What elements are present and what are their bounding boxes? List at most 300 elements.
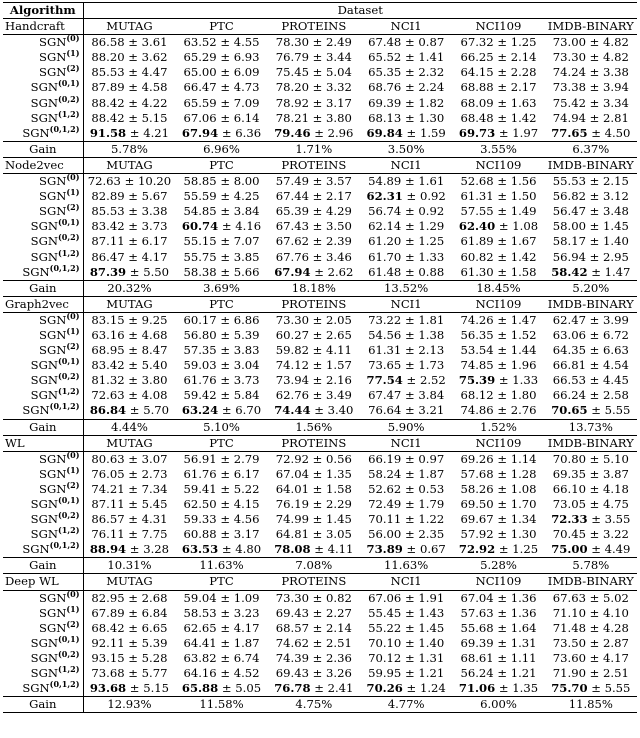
- result-std: ± 1.08: [495, 219, 539, 234]
- dataset-name: PTC: [175, 435, 267, 451]
- result-cell: 55.45 ± 1.43: [368, 605, 445, 620]
- result-cell: 73.50 ± 2.87: [552, 635, 629, 650]
- dataset-name: PTC: [175, 296, 267, 312]
- dataset-name: NCI1: [360, 296, 452, 312]
- row-label: [3, 590, 83, 606]
- result-cell: 58.53 ± 3.23: [183, 605, 260, 620]
- table-row: [3, 80, 637, 95]
- result-cell: [360, 542, 452, 558]
- result-cell: [545, 512, 637, 527]
- result-cell: [545, 403, 637, 419]
- table-row: [3, 512, 637, 527]
- table-row: [3, 50, 637, 65]
- table-row: [3, 527, 637, 542]
- result-cell: 59.33 ± 4.56: [183, 512, 260, 527]
- result-cell: 74.99 ± 1.45: [275, 512, 352, 527]
- table-row: [3, 467, 637, 482]
- result-cell: 67.89 ± 6.84: [91, 605, 168, 620]
- dataset-name: NCI109: [452, 19, 544, 35]
- row-label-base: SGN: [30, 388, 59, 403]
- result-mean-best: 69.84: [366, 125, 403, 140]
- result-cell: 72.92 ± 0.56: [275, 451, 352, 466]
- row-label-superscript: (0): [66, 312, 80, 321]
- result-cell: 57.55 ± 1.49: [460, 204, 537, 219]
- result-cell: 55.53 ± 2.15: [552, 174, 629, 189]
- row-label: [3, 174, 83, 190]
- result-cell: 64.41 ± 1.87: [183, 635, 260, 650]
- row-label-base: SGN: [30, 666, 59, 681]
- block-header-row: [3, 435, 637, 451]
- gain-value: 12.93%: [83, 697, 175, 713]
- gain-row: [3, 697, 637, 713]
- result-cell: [175, 126, 267, 142]
- row-label: [3, 80, 83, 95]
- result-mean-best: 72.33: [551, 512, 588, 527]
- result-cell: 56.74 ± 0.92: [368, 204, 445, 219]
- result-std: ± 0.67: [402, 542, 446, 557]
- table-row: [3, 35, 637, 51]
- result-mean-best: 75.39: [458, 373, 496, 388]
- row-label: [3, 482, 83, 497]
- result-mean-best: 86.84: [89, 403, 127, 418]
- result-cell: [175, 403, 267, 419]
- result-cell: 86.58 ± 3.61: [91, 35, 168, 50]
- result-mean-best: 65.88: [181, 681, 219, 696]
- result-cell: 60.17 ± 6.86: [183, 312, 260, 327]
- table-row: [3, 388, 637, 403]
- row-label-base: SGN: [30, 234, 59, 249]
- gain-value: 6.96%: [175, 141, 267, 157]
- result-mean-best: 75.70: [551, 681, 588, 696]
- result-cell: 67.44 ± 2.17: [275, 189, 352, 204]
- table-row: [3, 328, 637, 343]
- result-mean-best: 79.46: [274, 125, 311, 140]
- result-mean-best: 63.53: [181, 542, 219, 557]
- result-cell: 66.53 ± 4.45: [552, 373, 629, 388]
- result-cell: 61.20 ± 1.25: [368, 234, 445, 249]
- result-cell: 62.14 ± 1.29: [368, 219, 445, 234]
- gain-value: 5.78%: [545, 558, 637, 574]
- result-cell: 55.22 ± 1.45: [368, 620, 445, 635]
- row-label-superscript: (2): [66, 204, 80, 213]
- result-cell: 66.19 ± 0.97: [368, 451, 445, 466]
- row-label: [3, 358, 83, 373]
- result-cell: 73.60 ± 4.17: [552, 650, 629, 665]
- gain-value: 10.31%: [83, 558, 175, 574]
- dataset-name: MUTAG: [83, 435, 175, 451]
- result-std: ± 1.47: [587, 264, 631, 279]
- row-label-base: SGN: [22, 264, 50, 279]
- gain-value: 4.75%: [268, 697, 360, 713]
- result-std: ± 0.92: [402, 189, 446, 204]
- result-cell: 75.45 ± 5.04: [275, 65, 352, 80]
- table-row: [3, 250, 637, 265]
- result-cell: 70.11 ± 1.22: [368, 512, 445, 527]
- row-label-base: SGN: [30, 219, 59, 234]
- result-cell: 78.92 ± 3.17: [275, 95, 352, 110]
- result-std: ± 4.21: [126, 125, 170, 140]
- result-cell: 66.47 ± 4.73: [183, 80, 260, 95]
- row-label: [3, 512, 83, 527]
- gain-value: 13.73%: [545, 419, 637, 435]
- result-cell: 61.31 ± 2.13: [368, 343, 445, 358]
- gain-row: [3, 419, 637, 435]
- result-cell: [175, 542, 267, 558]
- gain-value: 11.63%: [175, 558, 267, 574]
- result-cell: 67.04 ± 1.36: [460, 590, 537, 605]
- result-cell: 61.48 ± 0.88: [368, 264, 445, 279]
- result-cell: 69.67 ± 1.34: [460, 512, 537, 527]
- table-row: [3, 204, 637, 219]
- method-name: Handcraft: [3, 19, 83, 35]
- result-mean-best: 91.58: [89, 125, 127, 140]
- row-label-base: SGN: [22, 542, 50, 557]
- row-label: [3, 542, 83, 558]
- result-cell: 67.48 ± 0.87: [368, 35, 445, 50]
- row-label-base: SGN: [22, 681, 50, 696]
- result-mean-best: 93.68: [89, 681, 127, 696]
- row-label-base: SGN: [30, 650, 59, 665]
- result-cell: 72.63 ± 10.20: [87, 174, 172, 189]
- dataset-name: MUTAG: [83, 157, 175, 173]
- row-label: [3, 35, 83, 51]
- table-row: [3, 265, 637, 281]
- dataset-name: IMDB-BINARY: [545, 19, 637, 35]
- row-label: [3, 343, 83, 358]
- result-mean-best: 62.31: [366, 189, 403, 204]
- result-cell: 58.00 ± 1.45: [552, 219, 629, 234]
- row-label-superscript: (0): [66, 451, 80, 460]
- row-label-base: SGN: [30, 527, 59, 542]
- result-cell: 57.49 ± 3.57: [275, 174, 352, 189]
- gain-value: 11.85%: [545, 697, 637, 713]
- result-mean-best: 88.94: [89, 542, 127, 557]
- row-label-base: SGN: [30, 373, 59, 388]
- row-label-superscript: (0,2): [58, 234, 80, 243]
- result-cell: 67.63 ± 5.02: [552, 590, 629, 605]
- result-cell: 67.43 ± 3.50: [275, 219, 352, 234]
- result-cell: 80.63 ± 3.07: [91, 451, 168, 466]
- gain-label: Gain: [3, 141, 83, 157]
- dataset-name: PTC: [175, 157, 267, 173]
- result-cell: 71.10 ± 4.10: [552, 605, 629, 620]
- row-label-base: SGN: [30, 95, 59, 110]
- gain-value: 3.69%: [175, 280, 267, 296]
- gain-value: 3.50%: [360, 141, 452, 157]
- row-label-superscript: (0,1,2): [49, 542, 80, 551]
- result-std: ± 4.80: [218, 542, 262, 557]
- result-cell: 87.11 ± 5.45: [91, 497, 168, 511]
- result-cell: 73.05 ± 4.75: [552, 497, 629, 511]
- row-label: [3, 467, 83, 482]
- dataset-name: IMDB-BINARY: [545, 296, 637, 312]
- result-cell: 78.21 ± 3.80: [275, 110, 352, 125]
- row-label: [3, 621, 83, 636]
- row-label-superscript: (0,1,2): [49, 264, 80, 273]
- result-cell: [452, 373, 544, 388]
- result-cell: 74.94 ± 2.81: [552, 110, 629, 125]
- result-cell: [83, 681, 175, 697]
- result-cell: 67.06 ± 1.91: [368, 590, 445, 605]
- table-row: [3, 681, 637, 697]
- result-cell: [452, 219, 544, 234]
- result-cell: 83.15 ± 9.25: [91, 312, 168, 327]
- result-cell: 59.04 ± 1.09: [183, 590, 260, 605]
- result-mean-best: 75.00: [551, 542, 588, 557]
- row-label-base: SGN: [39, 327, 67, 342]
- row-label: [3, 388, 83, 403]
- result-cell: 87.11 ± 6.17: [91, 234, 168, 249]
- result-cell: 69.39 ± 1.31: [460, 635, 537, 650]
- result-cell: [268, 265, 360, 281]
- result-cell: 76.05 ± 2.73: [91, 466, 168, 481]
- result-mean-best: 76.78: [274, 681, 311, 696]
- result-cell: 55.59 ± 4.25: [183, 189, 260, 204]
- result-cell: 57.92 ± 1.30: [460, 527, 537, 542]
- result-std: ± 1.24: [402, 681, 446, 696]
- table-row: [3, 621, 637, 636]
- result-cell: 88.42 ± 4.22: [91, 95, 168, 110]
- result-cell: 53.54 ± 1.44: [460, 343, 537, 358]
- row-label: [3, 50, 83, 65]
- dataset-name: IMDB-BINARY: [545, 435, 637, 451]
- result-cell: 68.09 ± 1.63: [460, 95, 537, 110]
- row-label-base: SGN: [39, 466, 67, 481]
- result-mean-best: 67.94: [274, 264, 311, 279]
- result-cell: [83, 265, 175, 281]
- result-mean-best: 73.89: [366, 542, 403, 557]
- result-cell: 67.76 ± 3.46: [275, 249, 352, 264]
- result-cell: 70.12 ± 1.31: [368, 650, 445, 665]
- row-label-base: SGN: [30, 80, 59, 95]
- row-label-base: SGN: [30, 635, 59, 650]
- dataset-name: IMDB-BINARY: [545, 574, 637, 590]
- result-cell: [545, 265, 637, 281]
- result-cell: 57.63 ± 1.36: [460, 605, 537, 620]
- result-cell: 59.82 ± 4.11: [275, 343, 352, 358]
- result-std: ± 3.28: [126, 542, 170, 557]
- result-cell: 68.95 ± 8.47: [91, 343, 168, 358]
- result-cell: [452, 681, 544, 697]
- row-label: [3, 234, 83, 249]
- result-cell: 72.49 ± 1.79: [368, 497, 445, 511]
- row-label: [3, 497, 83, 512]
- result-cell: 61.70 ± 1.33: [368, 249, 445, 264]
- gain-value: 11.58%: [175, 697, 267, 713]
- result-cell: 76.19 ± 2.29: [275, 497, 352, 511]
- row-label-superscript: (1): [66, 189, 80, 198]
- result-cell: 85.53 ± 3.38: [91, 204, 168, 219]
- row-label-base: SGN: [39, 590, 67, 605]
- result-cell: 61.76 ± 6.17: [183, 466, 260, 481]
- result-cell: 76.79 ± 3.44: [275, 50, 352, 65]
- row-label: [3, 451, 83, 467]
- result-cell: 69.43 ± 3.26: [275, 666, 352, 681]
- result-cell: 70.45 ± 3.22: [552, 527, 629, 542]
- block-header-row: [3, 574, 637, 590]
- row-label-base: SGN: [39, 204, 67, 219]
- row-label-base: SGN: [39, 174, 67, 189]
- result-cell: 56.91 ± 2.79: [183, 451, 260, 466]
- row-label-superscript: (0,2): [58, 95, 80, 104]
- result-mean-best: 72.92: [458, 542, 496, 557]
- result-cell: 81.32 ± 3.80: [91, 373, 168, 388]
- row-label-superscript: (1,2): [58, 388, 80, 397]
- gain-value: 6.00%: [452, 697, 544, 713]
- dataset-name: MUTAG: [83, 19, 175, 35]
- result-std: ± 4.16: [218, 219, 262, 234]
- table-row: [3, 373, 637, 388]
- result-cell: 74.26 ± 1.47: [460, 312, 537, 327]
- result-cell: 71.48 ± 4.28: [552, 620, 629, 635]
- result-cell: 76.64 ± 3.21: [368, 403, 445, 418]
- dataset-name: PTC: [175, 19, 267, 35]
- result-cell: 55.15 ± 7.07: [183, 234, 260, 249]
- gain-value: 18.45%: [452, 280, 544, 296]
- dataset-name: NCI109: [452, 296, 544, 312]
- result-cell: 62.47 ± 3.99: [552, 312, 629, 327]
- row-label: [3, 373, 83, 388]
- dataset-name: NCI109: [452, 574, 544, 590]
- result-cell: 69.43 ± 2.27: [275, 605, 352, 620]
- gain-value: 11.63%: [360, 558, 452, 574]
- result-mean-best: 78.08: [274, 542, 311, 557]
- result-cell: 68.12 ± 1.80: [460, 388, 537, 403]
- result-cell: 62.65 ± 4.17: [183, 620, 260, 635]
- row-label-superscript: (0,1): [58, 635, 80, 644]
- result-cell: 76.11 ± 7.75: [91, 527, 168, 542]
- result-mean-best: 77.65: [551, 125, 588, 140]
- gain-label: Gain: [3, 697, 83, 713]
- result-cell: 74.85 ± 1.96: [460, 358, 537, 373]
- row-label: [3, 527, 83, 542]
- table-row: [3, 636, 637, 651]
- result-cell: [175, 219, 267, 234]
- row-label-superscript: (0,1): [58, 358, 80, 367]
- result-std: ± 1.35: [495, 681, 539, 696]
- row-label-base: SGN: [39, 50, 67, 65]
- gain-value: 4.77%: [360, 697, 452, 713]
- result-cell: 69.35 ± 3.87: [552, 466, 629, 481]
- result-cell: 54.85 ± 3.84: [183, 204, 260, 219]
- result-cell: 74.39 ± 2.36: [275, 650, 352, 665]
- row-label-superscript: (1,2): [58, 249, 80, 258]
- result-cell: 59.41 ± 5.22: [183, 481, 260, 496]
- gain-value: 3.55%: [452, 141, 544, 157]
- result-cell: [360, 126, 452, 142]
- method-name: Deep WL: [3, 574, 83, 590]
- gain-row: [3, 280, 637, 296]
- result-std: ± 2.52: [402, 373, 446, 388]
- row-label-base: SGN: [39, 35, 67, 50]
- result-cell: 73.30 ± 4.82: [552, 50, 629, 65]
- row-label-superscript: (1,2): [58, 110, 80, 119]
- result-cell: 58.26 ± 1.08: [460, 481, 537, 496]
- table-row: [3, 497, 637, 512]
- result-cell: 85.53 ± 4.47: [91, 65, 168, 80]
- result-std: ± 1.33: [495, 373, 539, 388]
- result-cell: 60.27 ± 2.65: [275, 327, 352, 342]
- result-cell: 86.47 ± 4.17: [91, 249, 168, 264]
- result-cell: 58.24 ± 1.87: [368, 466, 445, 481]
- row-label-superscript: (0,1,2): [49, 681, 80, 690]
- result-cell: 74.24 ± 3.38: [552, 65, 629, 80]
- result-cell: 68.48 ± 1.42: [460, 110, 537, 125]
- gain-value: 18.18%: [268, 280, 360, 296]
- result-cell: 92.11 ± 5.39: [91, 635, 168, 650]
- result-cell: 61.89 ± 1.67: [460, 234, 537, 249]
- result-mean-best: 62.40: [458, 219, 496, 234]
- dataset-name: NCI109: [452, 157, 544, 173]
- row-label-superscript: (1): [66, 605, 80, 614]
- result-cell: 82.95 ± 2.68: [91, 590, 168, 605]
- result-cell: [360, 373, 452, 388]
- dataset-name: PTC: [175, 574, 267, 590]
- result-cell: 62.50 ± 4.15: [183, 497, 260, 511]
- gain-value: 13.52%: [360, 280, 452, 296]
- row-label-superscript: (1): [66, 327, 80, 336]
- result-mean-best: 67.94: [181, 125, 219, 140]
- table-row: [3, 590, 637, 606]
- result-cell: 60.82 ± 1.42: [460, 249, 537, 264]
- table-row: [3, 111, 637, 126]
- result-cell: 78.30 ± 2.49: [275, 35, 352, 50]
- row-label-superscript: (0,1,2): [49, 403, 80, 412]
- result-cell: 62.76 ± 3.49: [275, 388, 352, 403]
- result-cell: 63.16 ± 4.68: [91, 327, 168, 342]
- table-row: [3, 482, 637, 497]
- result-cell: 63.52 ± 4.55: [183, 35, 260, 50]
- row-label-base: SGN: [39, 451, 67, 466]
- result-cell: 52.68 ± 1.56: [460, 174, 537, 189]
- result-cell: [360, 189, 452, 204]
- result-cell: 61.31 ± 1.50: [460, 189, 537, 204]
- result-cell: 71.90 ± 2.51: [552, 666, 629, 681]
- result-mean-best: 58.42: [551, 264, 588, 279]
- result-cell: 52.62 ± 0.53: [368, 481, 445, 496]
- row-label-superscript: (1): [66, 50, 80, 59]
- result-cell: 67.32 ± 1.25: [460, 35, 537, 50]
- result-cell: [545, 126, 637, 142]
- dataset-name: NCI1: [360, 19, 452, 35]
- result-cell: 66.25 ± 2.14: [460, 50, 537, 65]
- result-cell: 64.81 ± 3.05: [275, 527, 352, 542]
- result-cell: 56.94 ± 2.95: [552, 249, 629, 264]
- dataset-header: Dataset: [83, 3, 637, 19]
- method-name: Graph2vec: [3, 296, 83, 312]
- dataset-name: PROTEINS: [268, 435, 360, 451]
- result-cell: [83, 126, 175, 142]
- result-cell: [268, 126, 360, 142]
- result-cell: 63.06 ± 6.72: [552, 327, 629, 342]
- result-cell: 68.57 ± 2.14: [275, 620, 352, 635]
- result-std: ± 1.25: [495, 542, 539, 557]
- result-cell: [545, 542, 637, 558]
- result-cell: [452, 542, 544, 558]
- row-label: [3, 111, 83, 126]
- method-name: WL: [3, 435, 83, 451]
- result-cell: [268, 542, 360, 558]
- result-std: ± 5.55: [587, 681, 631, 696]
- result-cell: 70.10 ± 1.40: [368, 635, 445, 650]
- table-row: [3, 189, 637, 204]
- result-cell: 56.24 ± 1.21: [460, 666, 537, 681]
- dataset-name: PROTEINS: [268, 157, 360, 173]
- result-mean-best: 63.24: [181, 403, 219, 418]
- result-cell: 59.95 ± 1.21: [368, 666, 445, 681]
- table-row: [3, 542, 637, 558]
- result-cell: 67.62 ± 2.39: [275, 234, 352, 249]
